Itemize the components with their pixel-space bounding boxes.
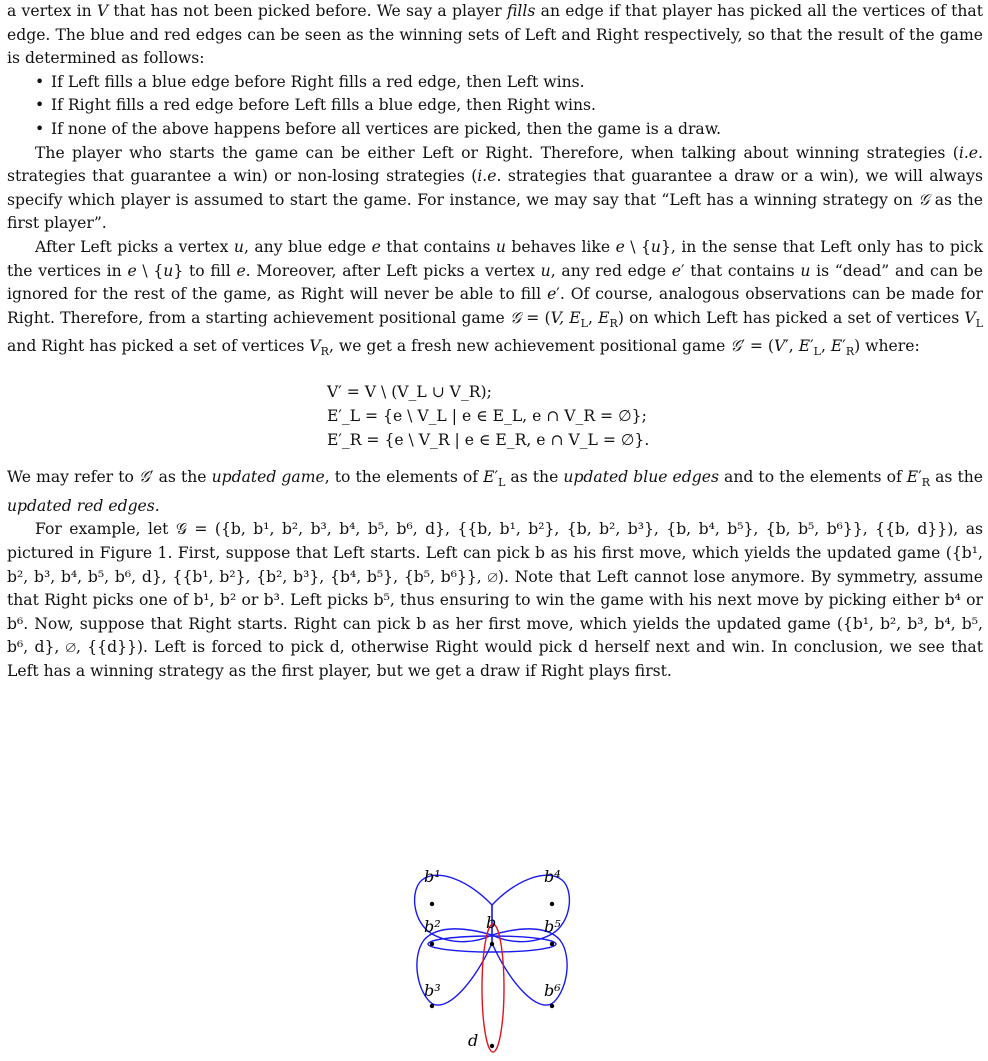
outcome-rules-list: [7, 71, 983, 142]
vertex-b1: [430, 902, 434, 906]
vertex-b6: [550, 1004, 554, 1008]
equation-vertices: V′ = V \ (V_L ∪ V_R);: [327, 383, 492, 402]
paragraph-intro: a vertex in V that has not been picked before. We say a player fills an edge if that player has picked all the vertices of that edge. The blue and red edges can be seen as the winning sets of Left and Right respectively, so that the result of the game is determined as follows:: [7, 2, 983, 68]
label-b6: b⁶: [544, 981, 561, 1000]
display-equations: [7, 380, 983, 452]
label-b5: b⁵: [544, 917, 561, 936]
equation-red-edges: E′_R = {e \ V_R | e ∈ E_R, e ∩ V_L = ∅}.: [327, 431, 650, 450]
paragraph-updated-game-definition: After Left picks a vertex u, any blue edge e that contains u behaves like e \ {u}, in the sense that Left only has to pick the vertices in e \ {u} to fill e. Moreover, after Left picks a vertex u, any red edge e′ that contains u is “dead” and can be ignored for the rest of the game, as Right will never be able to fill e′. Of course, analogous observations can be made for Right. Therefore, from a starting achievement positional game 𝒢 = (V, $E_L$, $E_R$) on which Left has picked a set of vertices $V_L$ and Right has picked a set of vertices $V_R$, we get a fresh new achievement positional game 𝒢′ = (V′, $E'_L$, $E'_R$) where:: [7, 237, 983, 359]
label-d: d: [468, 1031, 479, 1050]
figure-1-hypergraph: [398, 860, 588, 1056]
paper-page: [7, 0, 983, 684]
vertex-d: [490, 1044, 494, 1048]
paragraph-terminology: We may refer to 𝒢′ as the updated game, to the elements of $E'_L$ as the updated blue edges and to the elements of $E'_R$ as the updated red edges.: [7, 468, 983, 515]
equation-blue-edges: E′_L = {e \ V_L | e ∈ E_L, e ∩ V_R = ∅};: [327, 407, 647, 426]
vertex-b2: [430, 942, 434, 946]
paragraph-starting-player: The player who starts the game can be either Left or Right. Therefore, when talking about winning strategies (i.e. strategies that guarantee a win) or non-losing strategies (i.e. strategies that guarantee a draw or a win), we will always specify which player is assumed to start the game. For instance, we may say that “Left has a winning strategy on 𝒢 as the first player”.: [7, 143, 983, 233]
label-b: b: [486, 913, 497, 932]
vertex-b: [490, 942, 494, 946]
vertex-b4: [550, 902, 554, 906]
label-b1: b¹: [424, 867, 441, 886]
label-b3: b³: [424, 981, 441, 1000]
label-b2: b²: [424, 917, 441, 936]
vertex-b3: [430, 1004, 434, 1008]
rule-right-wins: • If Right fills a red edge before Left fills a blue edge, then Right wins.: [35, 94, 983, 118]
vertex-b5: [550, 942, 554, 946]
label-b4: b⁴: [544, 867, 561, 886]
rule-draw: • If none of the above happens before all vertices are picked, then the game is a draw.: [35, 118, 983, 142]
paragraph-example: For example, let 𝒢 = ({b, b¹, b², b³, b⁴, b⁵, b⁶, d}, {{b, b¹, b²}, {b, b², b³}, {b, b⁴, b⁵}, {b, b⁵, b⁶}}, {{b, d}}), as pictured in Figure 1. First, suppose that Left starts. Left can pick b as his first move, which yields the updated game ({b¹, b², b³, b⁴, b⁵, b⁶, d}, {{b¹, b²}, {b², b³}, {b⁴, b⁵}, {b⁵, b⁶}}, ∅). Note that Left cannot lose anymore. By symmetry, assume that Right picks one of b¹, b² or b³. Left picks b⁵, thus ensuring to win the game with his next move by picking either b⁴ or b⁶. Now, suppose that Right starts. Right can pick b as her first move, which yields the updated game ({b¹, b², b³, b⁴, b⁵, b⁶, d}, ∅, {{d}}). Left is forced to pick d, otherwise Right would pick d herself next and win. In conclusion, we see that Left has a winning strategy as the first player, but we get a draw if Right plays first.: [7, 520, 983, 680]
rule-left-wins: • If Left fills a blue edge before Right fills a red edge, then Left wins.: [35, 71, 983, 95]
